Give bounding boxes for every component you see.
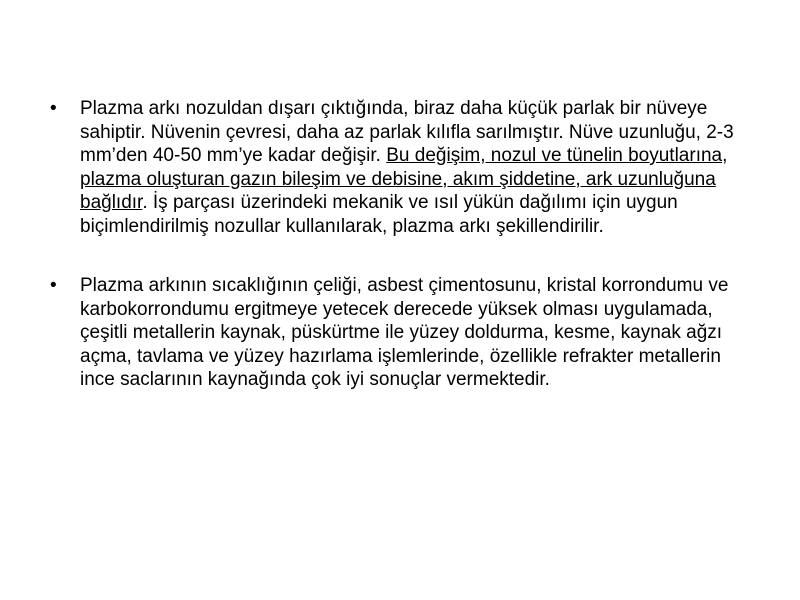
- bullet-2-text: Plazma arkının sıcaklığının çeliği, asbest çimentosunu, kristal korrondumu ve karbokorrondumu ergitmeye yetecek derecede yüksek olması uygulamada, çeşitli metallerin kaynak, püskürtme ile yüzey doldurma, kesme, kaynak ağzı açma, tavlama ve yüzey hazırlama işlemlerinde, özellikle refrakter metallerin ince saclarının kaynağında çok iyi sonuçlar vermektedir.: [80, 275, 729, 390]
- bullet-marker: •: [50, 98, 57, 119]
- bullet-marker: •: [50, 275, 57, 296]
- bullet-1-underlined-text: Bu değişim, nozul ve tünelin boyutlarına, plazma oluşturan gazın bileşim ve debisine, akım şiddetine, ark uzunluğuna bağlıdır: [80, 145, 728, 213]
- bullet-item-2: [48, 274, 760, 392]
- bullet-1-text-after: . İş parçası üzerindeki mekanik ve ısıl yükün dağılımı için uygun biçimlendirilmiş nozullar kullanılarak, plazma arkı şekillendirilir.: [80, 192, 678, 237]
- bullet-item-1: [48, 97, 760, 238]
- bullet-list: [48, 97, 760, 392]
- bullet-1-text-before: Plazma arkı nozuldan dışarı çıktığında, biraz daha küçük parlak bir nüveye sahiptir. Nüvenin çevresi, daha az parlak kılıfla sarılmıştır. Nüve uzunluğu, 2-3 mm’den 40-50 mm’ye kadar değişir.: [80, 98, 734, 166]
